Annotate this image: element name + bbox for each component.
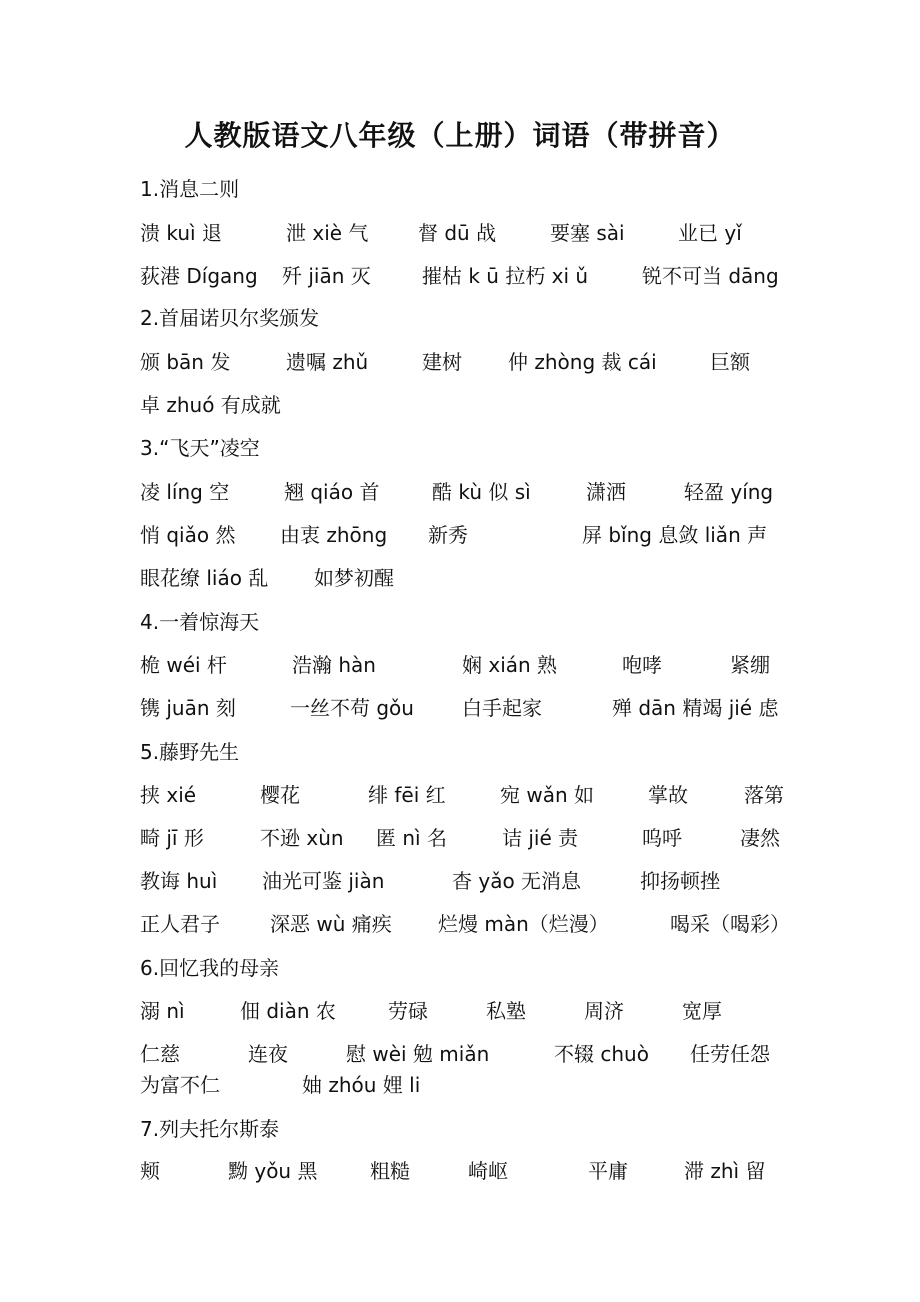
- vocab-word: 新秀: [428, 523, 468, 547]
- section-heading: 4.一着惊海天: [140, 610, 260, 634]
- vocab-word: 诘 jié 责: [502, 826, 579, 850]
- vocab-word: 由衷 zhōng: [280, 523, 388, 547]
- vocab-word: 绯 fēi 红: [368, 783, 446, 807]
- vocab-word: 巨额: [710, 350, 750, 374]
- vocab-word: 抑扬顿挫: [640, 869, 720, 893]
- vocab-word: 屏 bǐng 息敛 liǎn 声: [582, 523, 768, 547]
- vocab-word: 不逊 xùn: [260, 826, 344, 850]
- vocab-word: 不辍 chuò: [554, 1042, 649, 1066]
- vocab-word: 杳 yǎo 无消息: [452, 869, 582, 893]
- vocab-word: 建树: [422, 350, 462, 374]
- vocab-word: 连夜: [248, 1042, 288, 1066]
- vocab-word: 摧枯 k ū 拉朽 xi ǔ: [422, 264, 589, 288]
- vocab-word: 妯 zhóu 娌 li: [302, 1073, 421, 1097]
- vocab-word: 如梦初醒: [314, 566, 394, 590]
- vocab-word: 桅 wéi 杆: [140, 653, 227, 677]
- section-heading: 1.消息二则: [140, 177, 240, 201]
- page-title: 人教版语文八年级（上册）词语（带拼音）: [184, 119, 736, 152]
- vocab-word: 酷 kù 似 sì: [432, 480, 531, 504]
- vocab-word: 督 dū 战: [418, 221, 497, 245]
- vocab-word: 白手起家: [462, 696, 542, 720]
- vocab-word: 荻港 Dígang: [140, 264, 258, 288]
- vocab-word: 粗糙: [370, 1159, 410, 1183]
- section-heading: 3.“飞天”凌空: [140, 436, 260, 460]
- vocab-word: 正人君子: [140, 912, 220, 936]
- vocab-word: 颊: [140, 1159, 160, 1183]
- section-heading: 7.列夫托尔斯泰: [140, 1117, 280, 1141]
- vocab-word: 潇洒: [586, 480, 626, 504]
- vocab-word: 油光可鉴 jiàn: [262, 869, 385, 893]
- vocab-word: 仁慈: [140, 1042, 180, 1066]
- vocab-word: 卓 zhuó 有成就: [140, 393, 281, 417]
- vocab-word: 教诲 huì: [140, 869, 218, 893]
- vocab-word: 宽厚: [682, 999, 722, 1023]
- vocab-word: 镌 juān 刻: [140, 696, 236, 720]
- vocab-word: 仲 zhòng 裁 cái: [508, 350, 657, 374]
- vocab-word: 佃 diàn 农: [240, 999, 336, 1023]
- vocab-word: 落第: [744, 783, 784, 807]
- vocab-word: 咆哮: [622, 653, 662, 677]
- vocab-word: 私塾: [486, 999, 526, 1023]
- vocab-word: 遗嘱 zhǔ: [286, 350, 369, 374]
- vocab-word: 掌故: [648, 783, 688, 807]
- vocab-word: 深恶 wù 痛疾: [270, 912, 392, 936]
- vocab-word: 平庸: [588, 1159, 628, 1183]
- vocab-word: 眼花缭 liáo 乱: [140, 566, 269, 590]
- vocab-word: 紧绷: [730, 653, 770, 677]
- vocab-word: 周济: [584, 999, 624, 1023]
- vocab-word: 溺 nì: [140, 999, 185, 1023]
- vocab-word: 凌 líng 空: [140, 480, 230, 504]
- vocab-word: 匿 nì 名: [376, 826, 447, 850]
- vocab-word: 轻盈 yíng: [684, 480, 774, 504]
- vocab-word: 喝采（喝彩）: [670, 912, 790, 936]
- vocab-word: 凄然: [740, 826, 780, 850]
- vocab-word: 要塞 sài: [550, 221, 625, 245]
- vocab-word: 烂熳 màn（烂漫）: [438, 912, 609, 936]
- vocab-word: 颁 bān 发: [140, 350, 231, 374]
- vocab-word: 任劳任怨: [690, 1042, 770, 1066]
- section-heading: 2.首届诺贝尔奖颁发: [140, 306, 320, 330]
- vocab-word: 浩瀚 hàn: [292, 653, 376, 677]
- vocab-word: 慰 wèi 勉 miǎn: [346, 1042, 490, 1066]
- vocab-word: 呜呼: [642, 826, 682, 850]
- vocab-word: 樱花: [260, 783, 300, 807]
- vocab-word: 泄 xiè 气: [286, 221, 369, 245]
- vocab-word: 崎岖: [468, 1159, 508, 1183]
- vocab-word: 畸 jī 形: [140, 826, 204, 850]
- vocab-word: 歼 jiān 灭: [282, 264, 371, 288]
- vocab-word: 殚 dān 精竭 jié 虑: [612, 696, 779, 720]
- vocab-word: 溃 kuì 退: [140, 221, 222, 245]
- vocab-word: 劳碌: [388, 999, 428, 1023]
- vocab-word: 黝 yǒu 黑: [228, 1159, 318, 1183]
- vocab-word: 为富不仁: [140, 1073, 220, 1097]
- vocab-word: 锐不可当 dāng: [642, 264, 779, 288]
- vocab-word: 翘 qiáo 首: [284, 480, 380, 504]
- section-heading: 6.回忆我的母亲: [140, 956, 280, 980]
- vocab-word: 宛 wǎn 如: [500, 783, 595, 807]
- vocab-word: 一丝不苟 gǒu: [290, 696, 414, 720]
- vocab-word: 悄 qiǎo 然: [140, 523, 236, 547]
- vocab-word: 滞 zhì 留: [684, 1159, 766, 1183]
- vocab-word: 娴 xián 熟: [462, 653, 558, 677]
- vocab-word: 业已 yǐ: [678, 221, 742, 245]
- vocab-word: 挟 xié: [140, 783, 197, 807]
- section-heading: 5.藤野先生: [140, 740, 240, 764]
